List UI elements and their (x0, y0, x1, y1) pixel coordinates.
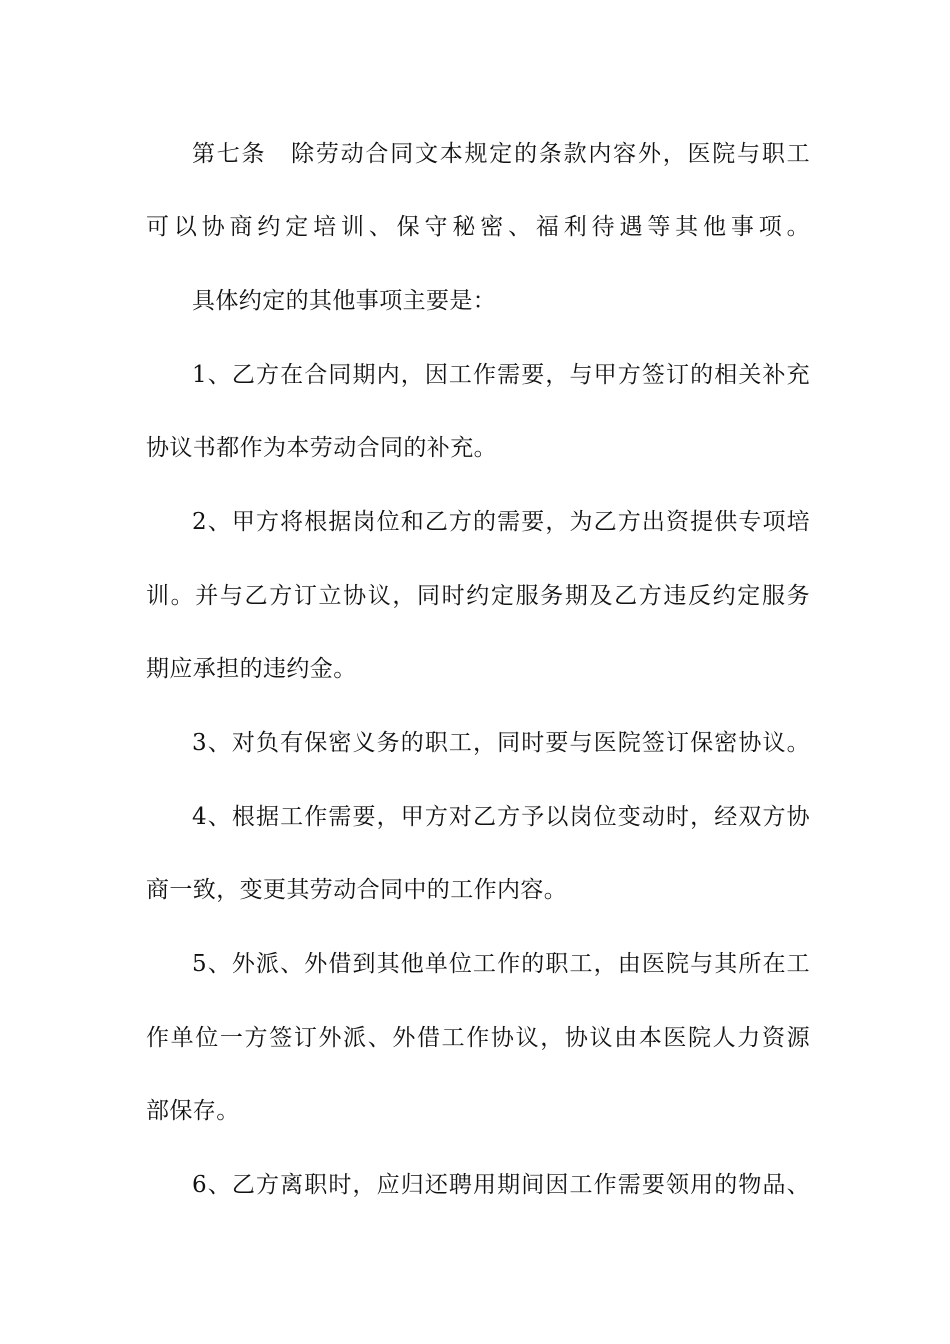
other-matters-heading: 具体约定的其他事项主要是： (192, 288, 497, 314)
article-7-line-2: 可以协商约定培训、保守秘密、福利待遇等其他事项。 (146, 214, 810, 240)
item-2-line-2: 训。并与乙方订立协议，同时约定服务期及乙方违反约定服务 (146, 583, 810, 609)
item-4-line-1: 4、根据工作需要，甲方对乙方予以岗位变动时，经双方协 (192, 804, 810, 830)
item-1-line-1: 1、乙方在合同期内，因工作需要，与甲方签订的相关补充 (192, 362, 810, 388)
item-4-line-2: 商一致，变更其劳动合同中的工作内容。 (146, 877, 568, 903)
item-2-line-1: 2、甲方将根据岗位和乙方的需要，为乙方出资提供专项培 (192, 509, 810, 535)
item-2-line-3: 期应承担的违约金。 (146, 656, 357, 682)
item-5-line-1: 5、外派、外借到其他单位工作的职工，由医院与其所在工 (192, 951, 810, 977)
item-1-line-2: 协议书都作为本劳动合同的补充。 (146, 435, 497, 461)
item-5-line-3: 部保存。 (146, 1098, 240, 1124)
item-6-line-1: 6、乙方离职时，应归还聘用期间因工作需要领用的物品、 (192, 1172, 810, 1198)
item-3-line-1: 3、对负有保密义务的职工，同时要与医院签订保密协议。 (192, 730, 810, 756)
article-7-line-1: 第七条 除劳动合同文本规定的条款内容外，医院与职工 (192, 141, 810, 167)
item-5-line-2: 作单位一方签订外派、外借工作协议，协议由本医院人力资源 (146, 1025, 810, 1051)
